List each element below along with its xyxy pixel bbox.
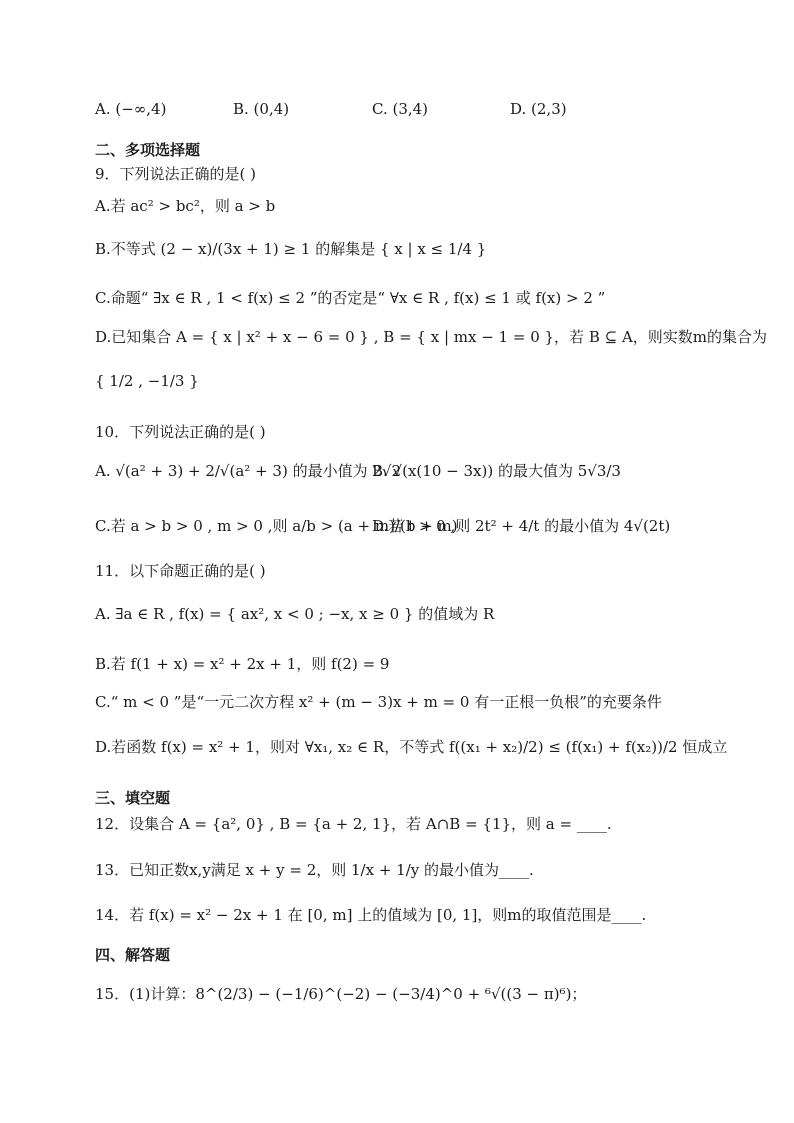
q11-option-a: A. ∃a ∈ R , f(x) = { ax², x < 0 ; −x, x ≥ 0 } 的值域为 R [95, 605, 495, 623]
q9-option-d: D.已知集合 A = { x | x² + x − 6 = 0 } , B = { x | mx − 1 = 0 }，若 B ⊆ A，则实数m的集合为 [95, 328, 768, 346]
section-heading-fill-in: 三、填空题 [95, 789, 171, 807]
q10-option-d: D.若 t > 0 ,则 2t² + 4/t 的最小值为 4√(2t) [372, 517, 671, 535]
q12-text: 12．设集合 A = {a², 0} , B = {a + 2, 1}，若 A∩B = {1}，则 a = ____. [95, 815, 612, 833]
q10-option-c: C.若 a > b > 0 , m > 0 ,则 a/b > (a + m)/(b + m) [95, 517, 458, 535]
q9-option-a: A.若 ac² > bc²，则 a > b [95, 197, 276, 215]
q11-option-b: B.若 f(1 + x) = x² + 2x + 1，则 f(2) = 9 [95, 655, 390, 673]
q8-option-a: A. (−∞,4) [95, 100, 167, 118]
q10-option-a: A. √(a² + 3) + 2/√(a² + 3) 的最小值为 2√2 [95, 462, 401, 480]
q9-stem: 9．下列说法正确的是( ) [95, 165, 257, 183]
q11-option-c: C.“ m < 0 ”是“一元二次方程 x² + (m − 3)x + m = 0 有一正根一负根”的充要条件 [95, 693, 662, 711]
q9-option-c: C.命题“ ∃x ∈ R , 1 < f(x) ≤ 2 ”的否定是“ ∀x ∈ R , f(x) ≤ 1 或 f(x) > 2 ” [95, 289, 606, 307]
q8-option-d: D. (2,3) [510, 100, 567, 118]
q10-stem: 10．下列说法正确的是( ) [95, 423, 266, 441]
q9-option-d-answer-set: { 1/2 , −1/3 } [95, 372, 199, 390]
q9-option-b: B.不等式 (2 − x)/(3x + 1) ≥ 1 的解集是 { x | x ≤ 1/4 } [95, 240, 487, 258]
section-heading-answer: 四、解答题 [95, 946, 171, 964]
q8-option-c: C. (3,4) [372, 100, 429, 118]
q14-text: 14．若 f(x) = x² − 2x + 1 在 [0, m] 上的值域为 [0, 1]，则m的取值范围是____. [95, 906, 647, 924]
q11-stem: 11．以下命题正确的是( ) [95, 562, 266, 580]
q13-text: 13．已知正数x,y满足 x + y = 2，则 1/x + 1/y 的最小值为____. [95, 861, 534, 879]
section-heading-multiple-choice: 二、多项选择题 [95, 141, 201, 159]
q8-option-b: B. (0,4) [233, 100, 290, 118]
q11-option-d: D.若函数 f(x) = x² + 1，则对 ∀x₁, x₂ ∈ R，不等式 f((x₁ + x₂)/2) ≤ (f(x₁) + f(x₂))/2 恒成立 [95, 738, 728, 756]
q15-text: 15．(1)计算：8^(2/3) − (−1/6)^(−2) − (−3/4)^0 + ⁶√((3 − π)⁶)； [95, 985, 587, 1003]
q10-option-b: B. √(x(10 − 3x)) 的最大值为 5√3/3 [372, 462, 621, 480]
